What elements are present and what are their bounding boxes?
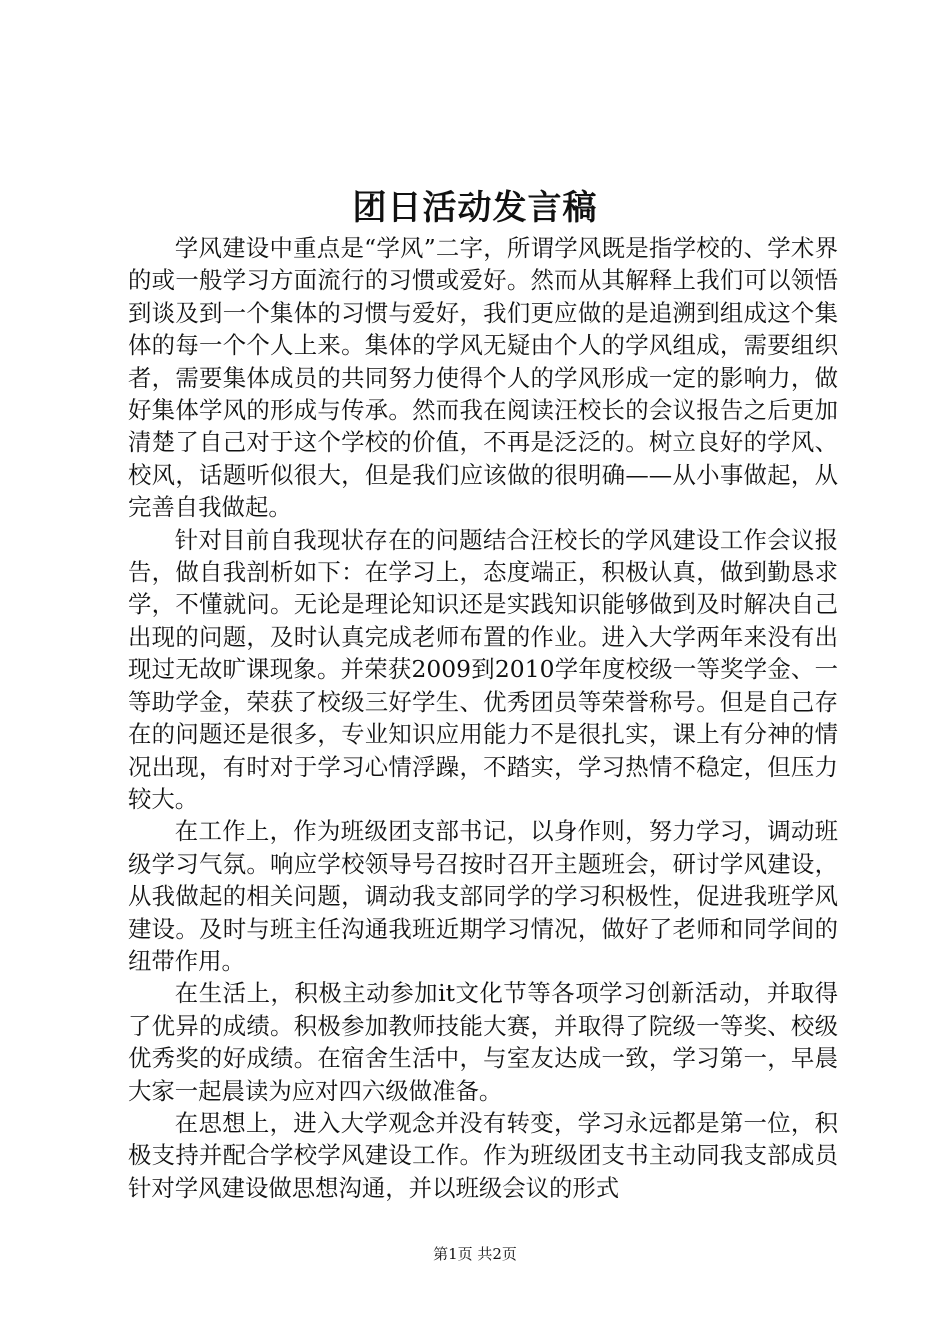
paragraph: 在工作上，作为班级团支部书记，以身作则，努力学习，调动班级学习气氛。响应学校领导号召按时召开主题班会，研讨学风建设，从我做起的相关问题，调动我支部同学的学习积极性，促进我班学风建设。及时与班主任沟通我班近期学习情况，做好了老师和同学间的纽带作用。 — [128, 817, 838, 975]
paragraph: 在思想上，进入大学观念并没有转变，学习永远都是第一位，积极支持并配合学校学风建设工作。作为班级团支书主动同我支部成员针对学风建设做思想沟通，并以班级会议的形式 — [128, 1108, 838, 1202]
page-footer: 第1页 共2页 — [433, 1245, 517, 1263]
paragraph: 在生活上，积极主动参加it文化节等各项学习创新活动，并取得了优异的成绩。积极参加教师技能大赛，并取得了院级一等奖、校级优秀奖的好成绩。在宿舍生活中，与室友达成一致，学习第一，早晨大家一起晨读为应对四六级做准备。 — [128, 979, 838, 1105]
document-title: 团日活动发言稿 — [352, 188, 598, 228]
paragraph: 针对目前自我现状存在的问题结合汪校长的学风建设工作会议报告，做自我剖析如下：在学习上，态度端正，积极认真，做到勤恳求学，不懂就问。无论是理论知识还是实践知识能够做到及时解决自己出现的问题，及时认真完成老师布置的作业。进入大学两年来没有出现过无故旷课现象。并荣获2009到2010学年度校级一等奖学金、一等助学金，荣获了校级三好学生、优秀团员等荣誉称号。但是自己存在的问题还是很多，专业知识应用能力不是很扎实，课上有分神的情况出现，有时对于学习心情浮躁，不踏实，学习热情不稳定，但压力较大。 — [128, 525, 838, 813]
paragraph: 学风建设中重点是“学风”二字，所谓学风既是指学校的、学术界的或一般学习方面流行的习惯或爱好。然而从其解释上我们可以领悟到谈及到一个集体的习惯与爱好，我们更应做的是追溯到组成这个集体的每一个个人上来。集体的学风无疑由个人的学风组成，需要组织者，需要集体成员的共同努力使得个人的学风形成一定的影响力，做好集体学风的形成与传承。然而我在阅读汪校长的会议报告之后更加清楚了自己对于这个学校的价值，不再是泛泛的。树立良好的学风、校风，话题听似很大，但是我们应该做的很明确——从小事做起，从完善自我做起。 — [128, 234, 838, 522]
document-body — [128, 232, 838, 1204]
